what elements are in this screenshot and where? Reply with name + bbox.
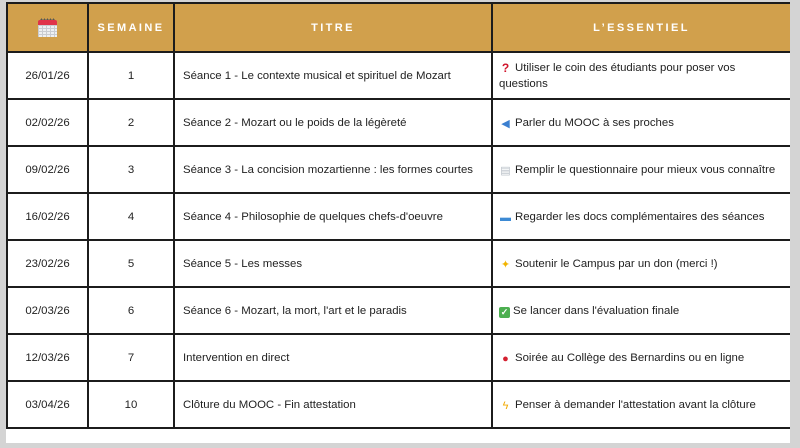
row-date: 23/02/26 bbox=[7, 240, 88, 287]
row-essential bbox=[492, 193, 790, 240]
megaphone-icon: ◀ bbox=[501, 117, 510, 130]
row-date: 03/04/26 bbox=[7, 381, 88, 428]
lightning-icon: ϟ bbox=[502, 399, 509, 412]
row-week: 4 bbox=[88, 193, 174, 240]
header-title: TITRE bbox=[174, 3, 492, 52]
table-row bbox=[7, 52, 790, 99]
essential-text: Penser à demander l'attestation avant la clôture bbox=[515, 398, 756, 411]
row-date: 12/03/26 bbox=[7, 334, 88, 381]
header-date bbox=[7, 3, 88, 52]
row-essential bbox=[492, 146, 790, 193]
row-date: 16/02/26 bbox=[7, 193, 88, 240]
schedule-table-container bbox=[6, 2, 790, 443]
row-week: 5 bbox=[88, 240, 174, 287]
row-title: Séance 5 - Les messes bbox=[174, 240, 492, 287]
row-essential bbox=[492, 381, 790, 428]
table-row bbox=[7, 334, 790, 381]
row-title: Séance 3 - La concision mozartienne : les formes courtes bbox=[174, 146, 492, 193]
essential-text: Utiliser le coin des étudiants pour poser vos questions bbox=[499, 61, 736, 90]
table-row bbox=[7, 146, 790, 193]
row-title: Intervention en direct bbox=[174, 334, 492, 381]
table-row bbox=[7, 287, 790, 334]
row-date: 09/02/26 bbox=[7, 146, 88, 193]
folder-icon: ▬ bbox=[500, 211, 511, 224]
row-week: 6 bbox=[88, 287, 174, 334]
row-week: 10 bbox=[88, 381, 174, 428]
row-essential bbox=[492, 52, 790, 99]
essential-text: Parler du MOOC à ses proches bbox=[515, 116, 674, 129]
row-essential bbox=[492, 240, 790, 287]
table-row bbox=[7, 240, 790, 287]
table-row bbox=[7, 99, 790, 146]
table-row bbox=[7, 381, 790, 428]
row-title: Séance 4 - Philosophie de quelques chefs-d'oeuvre bbox=[174, 193, 492, 240]
question-icon: ? bbox=[501, 60, 510, 75]
document-icon: ▤ bbox=[500, 164, 511, 177]
calendar-icon bbox=[38, 18, 57, 37]
row-essential bbox=[492, 287, 790, 334]
pin-icon: ● bbox=[502, 352, 509, 365]
essential-text: Regarder les docs complémentaires des séances bbox=[515, 210, 765, 223]
row-title: Séance 1 - Le contexte musical et spirituel de Mozart bbox=[174, 52, 492, 99]
row-week: 7 bbox=[88, 334, 174, 381]
essential-text: Soutenir le Campus par un don (merci !) bbox=[515, 257, 718, 270]
row-date: 26/01/26 bbox=[7, 52, 88, 99]
essential-text: Se lancer dans l'évaluation finale bbox=[513, 304, 680, 317]
schedule-table bbox=[6, 2, 790, 429]
essential-text: Soirée au Collège des Bernardins ou en ligne bbox=[515, 351, 745, 364]
check-icon: ✓ bbox=[500, 306, 509, 317]
sparkles-icon: ✦ bbox=[500, 258, 511, 271]
row-week: 1 bbox=[88, 52, 174, 99]
row-week: 3 bbox=[88, 146, 174, 193]
header-week: SEMAINE bbox=[88, 3, 174, 52]
row-date: 02/03/26 bbox=[7, 287, 88, 334]
row-week: 2 bbox=[88, 99, 174, 146]
essential-text: Remplir le questionnaire pour mieux vous connaître bbox=[515, 163, 776, 176]
table-header-row bbox=[7, 3, 790, 52]
row-essential bbox=[492, 99, 790, 146]
row-title: Séance 2 - Mozart ou le poids de la légèreté bbox=[174, 99, 492, 146]
row-date: 02/02/26 bbox=[7, 99, 88, 146]
row-title: Clôture du MOOC - Fin attestation bbox=[174, 381, 492, 428]
row-title: Séance 6 - Mozart, la mort, l'art et le paradis bbox=[174, 287, 492, 334]
header-essential: L’ESSENTIEL bbox=[492, 3, 790, 52]
row-essential bbox=[492, 334, 790, 381]
table-row bbox=[7, 193, 790, 240]
